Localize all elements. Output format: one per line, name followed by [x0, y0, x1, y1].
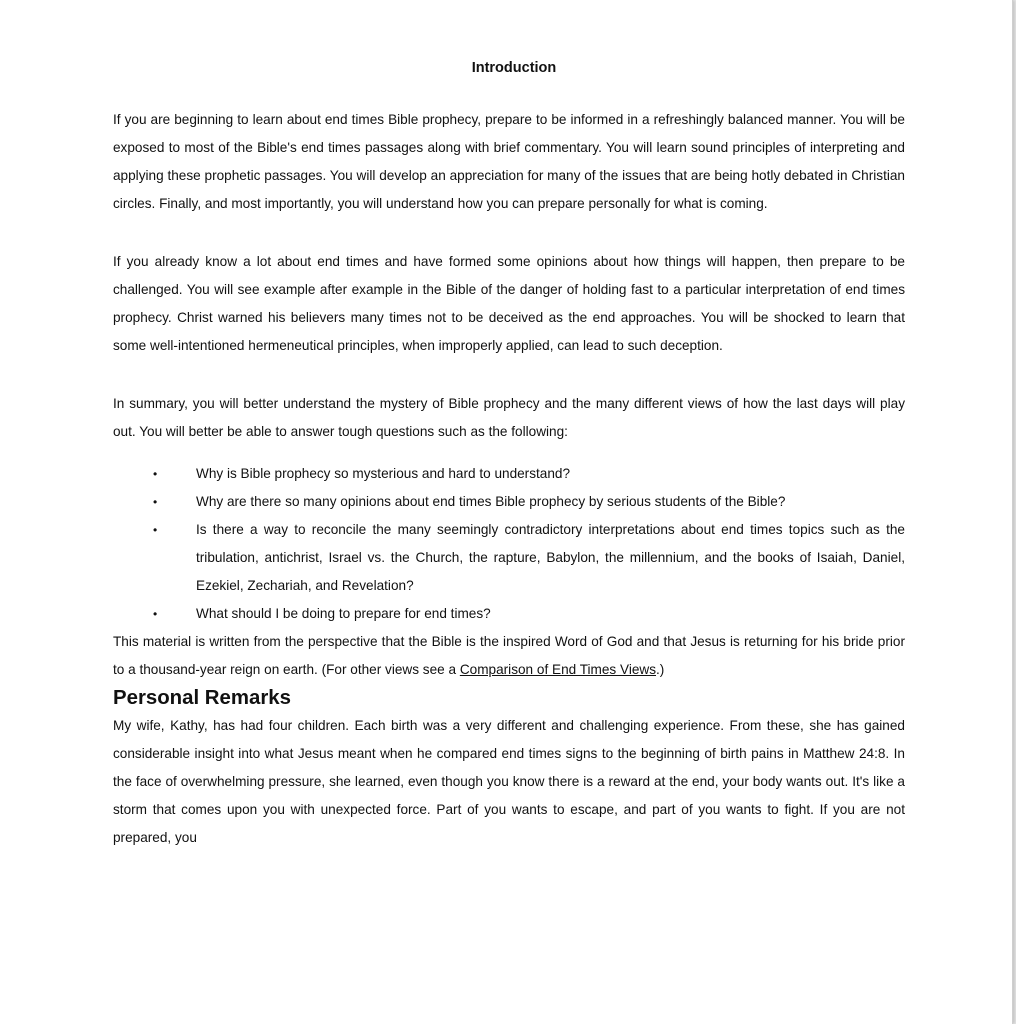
list-item — [113, 460, 905, 488]
bullet-icon: • — [153, 523, 158, 537]
question-text: Why are there so many opinions about end times Bible prophecy by serious students of the Bible? — [196, 494, 786, 509]
intro-paragraph-1: If you are beginning to learn about end times Bible prophecy, prepare to be informed in a refreshingly balanced manner. You will be exposed to most of the Bible's end times passages along with brief commentary. You will learn sound principles of interpreting and applying these prophetic passages. You will develop an appreciation for many of the issues that are being hotly debated in Christian circles. Finally, and most importantly, you will understand how you can prepare personally for what is coming. — [113, 112, 905, 211]
question-text: Why is Bible prophecy so mysterious and hard to understand? — [196, 466, 571, 481]
comparison-views-link[interactable]: Comparison of End Times Views — [459, 662, 657, 677]
personal-remarks-paragraph: My wife, Kathy, has had four children. Each birth was a very different and challenging experience. From these, she has gained considerable insight into what Jesus meant when he compared end times signs to the beginning of birth pains in Matthew 24:8. In the face of overwhelming pressure, she learned, even though you know there is a reward at the end, your body wants out. It's like a storm that comes upon you with unexpected force. Part of you wants to escape, and part of you wants to fight. If you are not prepared, you — [113, 718, 905, 845]
material-text: This material is written from the perspective that the Bible is the inspired Word of God and that Jesus is returning for his bride prior to a thousand-year reign on earth. (For other views see a — [113, 634, 905, 677]
intro-paragraph-2: If you already know a lot about end times and have formed some opinions about how things will happen, then prepare to be challenged. You will see example after example in the Bible of the danger of holding fast to a particular interpretation of end times prophecy. Christ warned his believers many times not to be deceived as the end approaches. You will be shocked to learn that some well-intentioned hermeneutical principles, when improperly applied, can lead to such deception. — [113, 254, 905, 353]
question-text: What should I be doing to prepare for end times? — [196, 606, 491, 621]
material-after-link: .) — [656, 662, 665, 677]
list-item — [113, 600, 905, 628]
list-item — [113, 516, 905, 600]
intro-paragraph-3: In summary, you will better understand the mystery of Bible prophecy and the many different views of how the last days will play out. You will better be able to answer tough questions such as the following: — [113, 396, 905, 439]
bullet-icon: • — [153, 607, 158, 621]
bullet-icon: • — [153, 467, 158, 481]
bullet-icon: • — [153, 495, 158, 509]
question-list — [113, 460, 905, 628]
document-body — [113, 54, 905, 852]
list-item — [113, 488, 905, 516]
page-title: Introduction — [471, 60, 557, 76]
question-text: Is there a way to reconcile the many seemingly contradictory interpretations about end times topics such as the tribulation, antichrist, Israel vs. the Church, the rapture, Babylon, the millennium, and the books of Isaiah, Daniel, Ezekiel, Zechariah, and Revelation? — [196, 522, 905, 593]
material-paragraph — [113, 628, 905, 684]
personal-remarks-heading: Personal Remarks — [113, 687, 291, 709]
